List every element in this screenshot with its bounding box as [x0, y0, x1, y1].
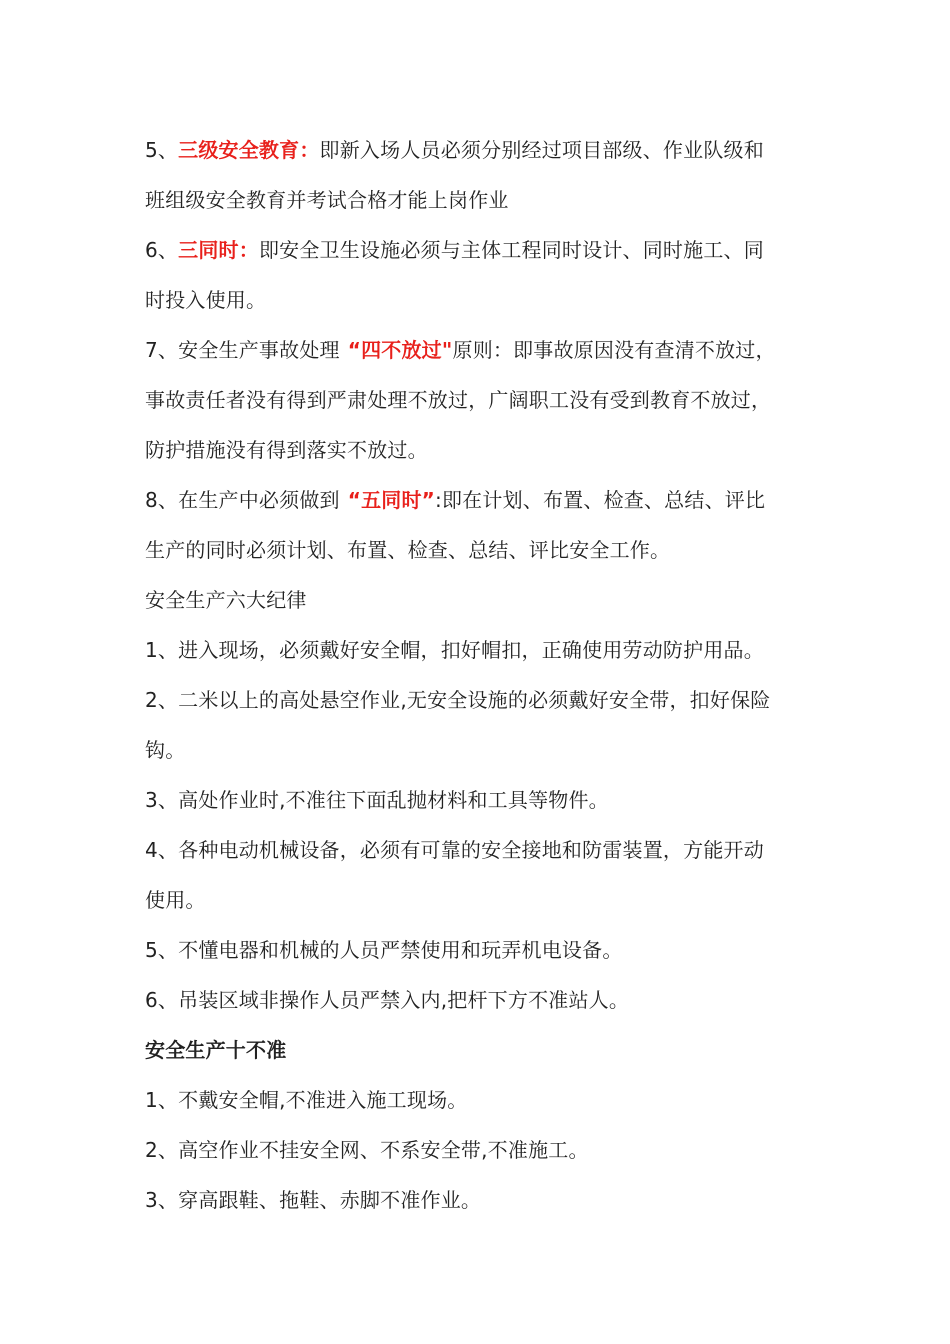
item-5-line-2: 班组级安全教育并考试合格才能上岗作业: [145, 188, 509, 212]
item-7-text-1: 原则：即事故原因没有查清不放过，: [452, 338, 776, 362]
prohibition-rule-1: 1、不戴安全帽,不准进入施工现场。: [145, 1088, 468, 1112]
item-7-prefix: 7、安全生产事故处理: [145, 338, 340, 362]
item-7-line-3: 防护措施没有得到落实不放过。: [145, 438, 428, 462]
item-7-term: “四不放过": [347, 338, 453, 362]
discipline-rule-2-line-2: 钩。: [145, 738, 186, 762]
discipline-rule-4-line-2: 使用。: [145, 888, 206, 912]
discipline-rule-6: 6、吊装区域非操作人员严禁入内,把杆下方不准站人。: [145, 988, 630, 1012]
item-6-text-1: 即安全卫生设施必须与主体工程同时设计、同时施工、同: [258, 238, 764, 262]
item-5-text-1: 即新入场人员必须分别经过项目部级、作业队级和: [319, 138, 764, 162]
discipline-rule-2-line-1: 2、二米以上的高处悬空作业,无安全设施的必须戴好安全带，扣好保险: [145, 688, 771, 712]
item-8-prefix: 8、在生产中必须做到: [145, 488, 340, 512]
discipline-rule-4-line-1: 4、各种电动机械设备，必须有可靠的安全接地和防雷装置，方能开动: [145, 838, 764, 862]
item-5-number: 5、: [145, 138, 179, 162]
item-6-line-2: 时投入使用。: [145, 288, 267, 312]
item-5-line-1: [145, 136, 764, 164]
section-1-title: 安全生产六大纪律: [145, 588, 307, 612]
item-8-text-1: :即在计划、布置、检查、总结、评比: [435, 488, 766, 512]
item-8-term: “五同时”: [347, 488, 436, 512]
item-7-line-2: 事故责任者没有得到严肃处理不放过，广阔职工没有受到教育不放过，: [145, 388, 772, 412]
item-7-line-1: [145, 336, 776, 364]
section-2-title: 安全生产十不准: [145, 1038, 287, 1062]
discipline-rule-1: 1、进入现场，必须戴好安全帽，扣好帽扣，正确使用劳动防护用品。: [145, 638, 764, 662]
prohibition-rule-3: 3、穿高跟鞋、拖鞋、赤脚不准作业。: [145, 1188, 482, 1212]
item-8-line-1: [145, 486, 765, 514]
item-6-term: 三同时：: [178, 238, 259, 262]
item-6-line-1: [145, 236, 764, 264]
item-5-term: 三级安全教育：: [178, 138, 320, 162]
item-6-number: 6、: [145, 238, 179, 262]
discipline-rule-5: 5、不懂电器和机械的人员严禁使用和玩弄机电设备。: [145, 938, 623, 962]
item-8-line-2: 生产的同时必须计划、布置、检查、总结、评比安全工作。: [145, 538, 671, 562]
prohibition-rule-2: 2、高空作业不挂安全网、不系安全带,不准施工。: [145, 1138, 589, 1162]
discipline-rule-3: 3、高处作业时,不准往下面乱抛材料和工具等物件。: [145, 788, 609, 812]
